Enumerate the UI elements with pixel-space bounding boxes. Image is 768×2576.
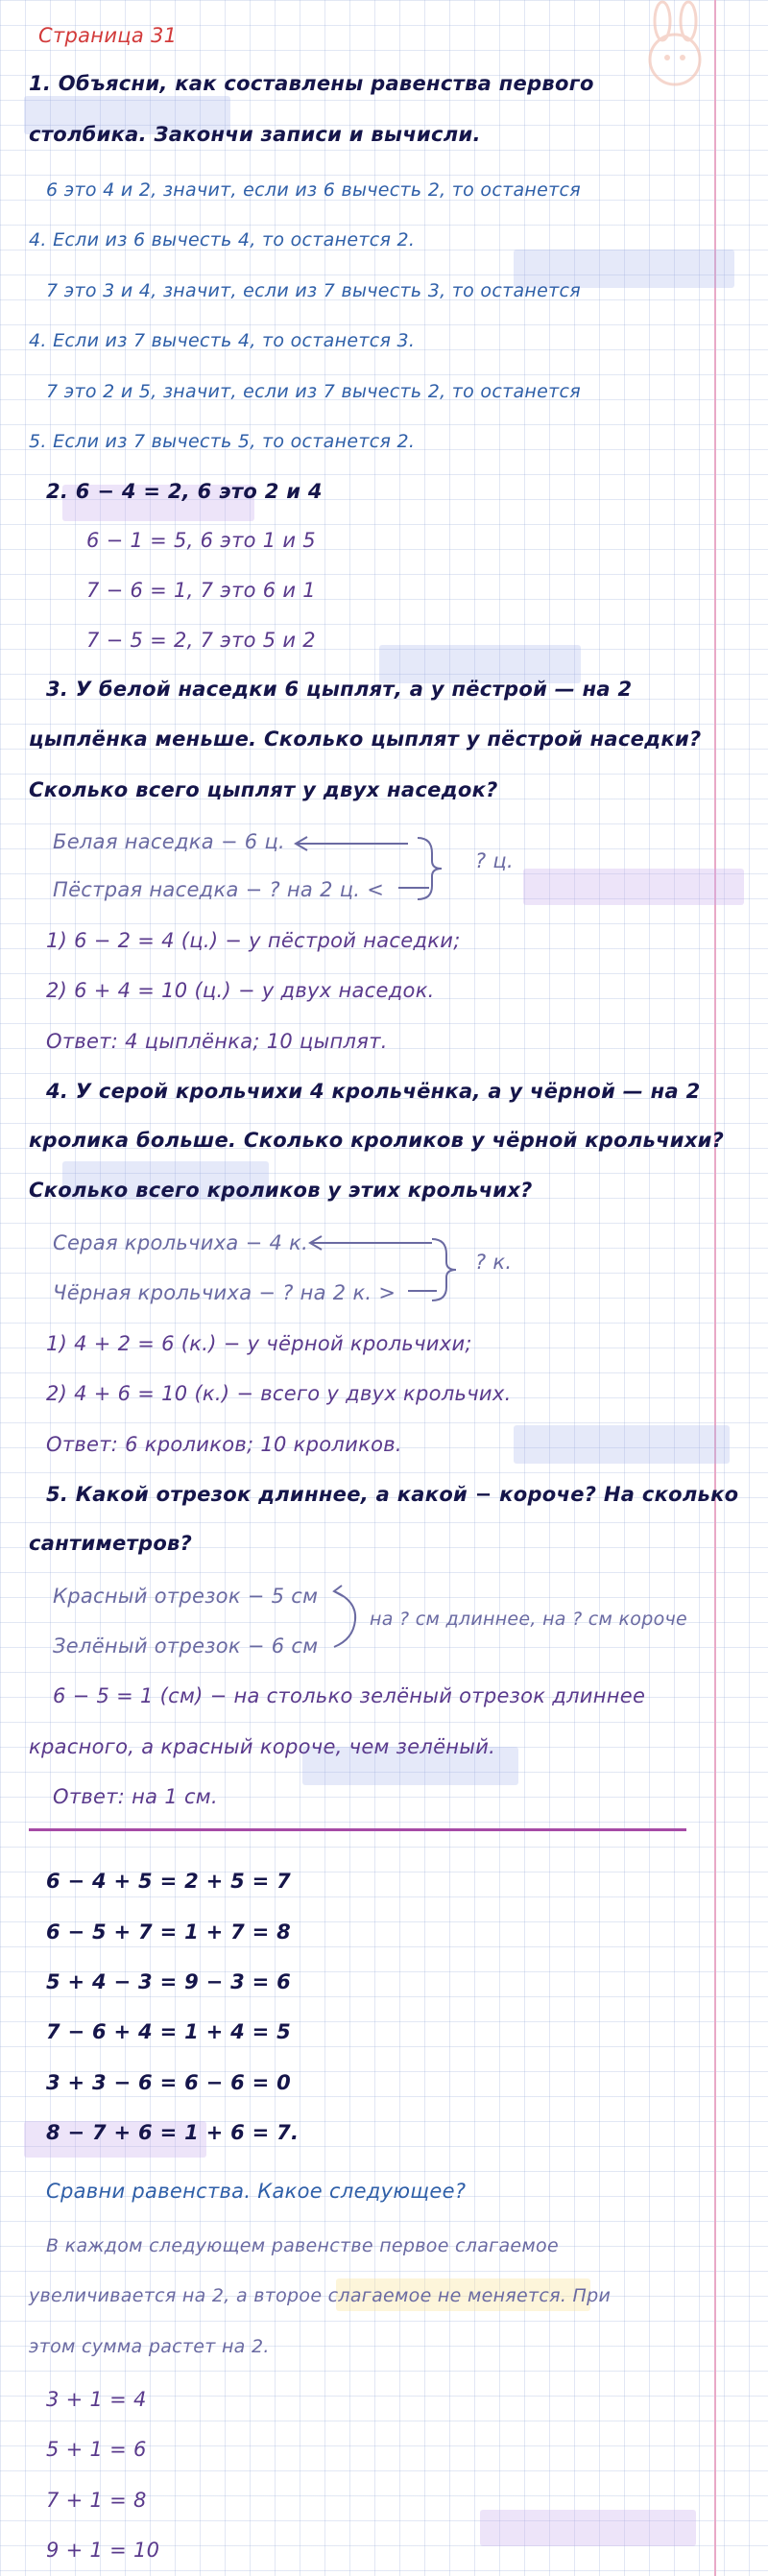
- task4-heading: Сколько всего кроликов у этих крольчих?: [29, 1179, 533, 1202]
- sum-line: 3 + 1 = 4: [46, 2388, 147, 2411]
- task3-solution: 2) 6 + 4 = 10 (ц.) − у двух наседок.: [46, 979, 435, 1002]
- task3-note: Белая наседка − 6 ц.: [53, 830, 286, 853]
- task1-line: 6 это 4 и 2, значит, если из 6 вычесть 2, то останется: [46, 179, 581, 201]
- task1-heading: столбика. Закончи записи и вычисли.: [29, 123, 481, 146]
- task1-line: 7 это 3 и 4, значит, если из 7 вычесть 3, то останется: [46, 280, 581, 301]
- curved-arrow-icon: [326, 1582, 365, 1658]
- equation-line: 6 − 5 + 7 = 1 + 7 = 8: [46, 1920, 292, 1944]
- compare-title: Сравни равенства. Какое следующее?: [46, 2180, 467, 2203]
- watermark: [480, 2510, 696, 2546]
- equation-line: 8 − 7 + 6 = 1 + 6 = 7.: [46, 2121, 300, 2144]
- bracket-icon: [302, 1231, 475, 1308]
- equation-line: 6 − 4 + 5 = 2 + 5 = 7: [46, 1870, 292, 1893]
- task2-line: 7 − 5 = 2, 7 это 5 и 2: [86, 629, 316, 652]
- task4-note: Серая крольчиха − 4 к.: [53, 1231, 309, 1254]
- equation-line: 3 + 3 − 6 = 6 − 6 = 0: [46, 2071, 292, 2094]
- task5-answer: Ответ: на 1 см.: [53, 1785, 218, 1808]
- task3-bracket-label: ? ц.: [475, 849, 514, 872]
- task5-note: Красный отрезок − 5 см: [53, 1585, 319, 1608]
- task3-heading: цыплёнка меньше. Сколько цыплят у пёстрой наседки?: [29, 727, 702, 751]
- sum-line: 7 + 1 = 8: [46, 2489, 147, 2512]
- task5-heading: сантиметров?: [29, 1532, 193, 1555]
- watermark: [523, 869, 744, 905]
- task5-note: Зелёный отрезок − 6 см: [53, 1634, 319, 1658]
- task1-line: 7 это 2 и 5, значит, если из 7 вычесть 2, то останется: [46, 381, 581, 402]
- section-divider: [29, 1828, 686, 1831]
- task5-heading: 5. Какой отрезок длиннее, а какой − короче? На сколько: [46, 1483, 739, 1506]
- task5-solution: красного, а красный короче, чем зелёный.: [29, 1735, 496, 1758]
- bunny-mascot-icon: [629, 0, 720, 91]
- compare-line: В каждом следующем равенстве первое слагаемое: [46, 2235, 559, 2256]
- task4-answer: Ответ: 6 кроликов; 10 кроликов.: [46, 1433, 402, 1456]
- page-title: Страница 31: [38, 24, 178, 47]
- bracket-icon: [288, 830, 470, 907]
- task3-heading: 3. У белой наседки 6 цыплят, а у пёстрой — на 2: [46, 678, 633, 701]
- task5-side-label: на ? см длиннее, на ? см короче: [370, 1609, 688, 1630]
- task1-line: 4. Если из 6 вычесть 4, то останется 2.: [29, 229, 416, 250]
- sum-line: 9 + 1 = 10: [46, 2539, 160, 2562]
- task1-line: 4. Если из 7 вычесть 4, то останется 3.: [29, 330, 416, 351]
- equation-line: 7 − 6 + 4 = 1 + 4 = 5: [46, 2020, 292, 2043]
- task4-bracket-label: ? к.: [475, 1251, 513, 1274]
- task3-answer: Ответ: 4 цыплёнка; 10 цыплят.: [46, 1030, 388, 1053]
- compare-line: увеличивается на 2, а второе слагаемое не меняется. При: [29, 2285, 612, 2306]
- task2-line: 7 − 6 = 1, 7 это 6 и 1: [86, 579, 316, 602]
- compare-line: этом сумма растет на 2.: [29, 2336, 270, 2357]
- task3-solution: 1) 6 − 2 = 4 (ц.) − у пёстрой наседки;: [46, 929, 461, 952]
- task4-solution: 1) 4 + 2 = 6 (к.) − у чёрной крольчихи;: [46, 1332, 472, 1355]
- task4-solution: 2) 4 + 6 = 10 (к.) − всего у двух крольчих.: [46, 1382, 512, 1405]
- margin-line: [714, 0, 716, 2576]
- task5-solution: 6 − 5 = 1 (см) − на столько зелёный отрезок длиннее: [53, 1684, 646, 1707]
- watermark: [514, 1425, 730, 1464]
- equation-line: 5 + 4 − 3 = 9 − 3 = 6: [46, 1970, 292, 1993]
- task4-note: Чёрная крольчиха − ? на 2 к. >: [53, 1281, 396, 1304]
- task1-heading: 1. Объясни, как составлены равенства первого: [29, 72, 594, 95]
- task3-heading: Сколько всего цыплят у двух наседок?: [29, 778, 498, 801]
- task3-note: Пёстрая наседка − ? на 2 ц. <: [53, 878, 385, 901]
- task4-heading: 4. У серой крольчихи 4 крольчёнка, а у чёрной — на 2: [46, 1080, 701, 1103]
- sum-line: 5 + 1 = 6: [46, 2438, 147, 2461]
- task2-line: 2. 6 − 4 = 2, 6 это 2 и 4: [46, 480, 323, 503]
- task1-line: 5. Если из 7 вычесть 5, то останется 2.: [29, 431, 416, 452]
- task2-line: 6 − 1 = 5, 6 это 1 и 5: [86, 529, 316, 552]
- task4-heading: кролика больше. Сколько кроликов у чёрной крольчихи?: [29, 1129, 725, 1152]
